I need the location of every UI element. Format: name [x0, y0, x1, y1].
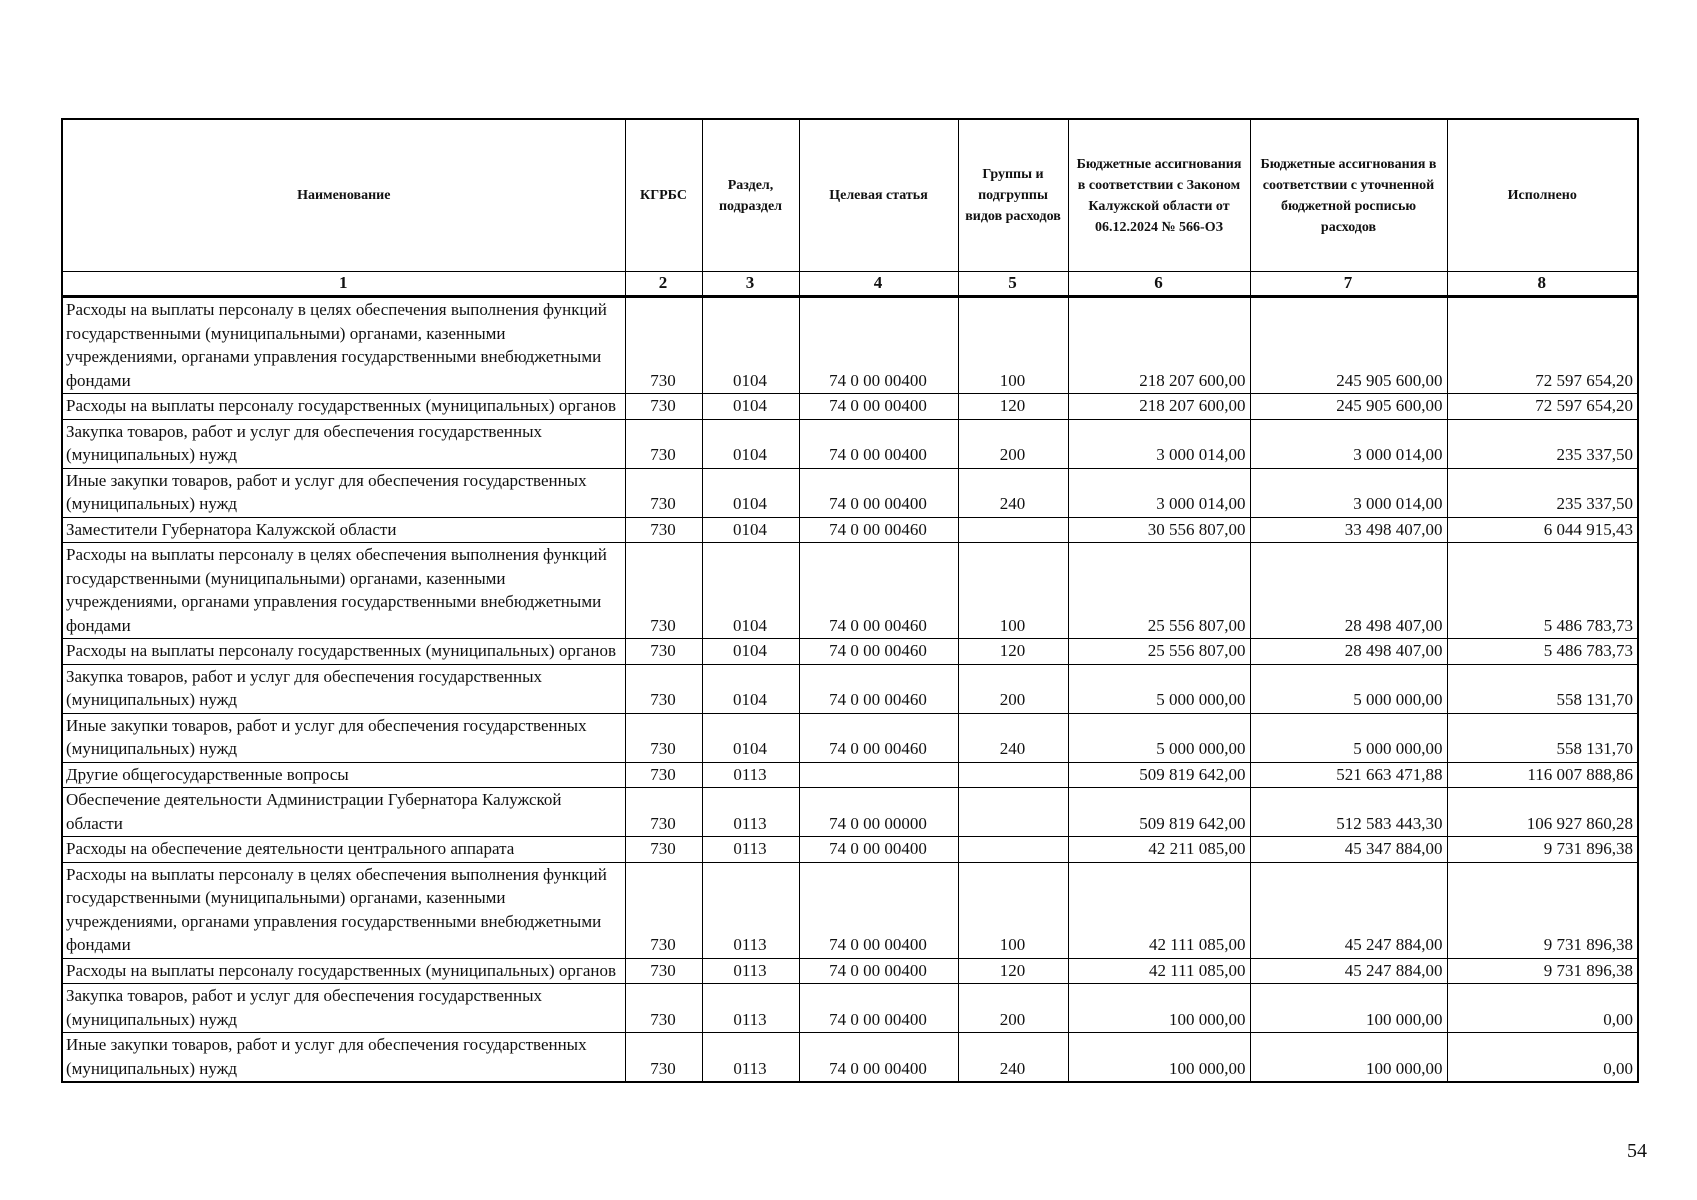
- cell-expense-group: 200: [958, 419, 1068, 468]
- cell-name: Другие общегосударственные вопросы: [62, 762, 625, 788]
- table-row: [62, 837, 1638, 863]
- cell-kgrbs: 730: [625, 297, 702, 394]
- table-row: [62, 958, 1638, 984]
- header-law-allocations: Бюджетные ассигнования в соответствии с Законом Калужской области от 06.12.2024 № 566-ОЗ: [1068, 119, 1250, 272]
- cell-expense-group: 240: [958, 713, 1068, 762]
- column-number: 5: [958, 272, 1068, 297]
- cell-name: Закупка товаров, работ и услуг для обеспечения государственных (муниципальных) нужд: [62, 664, 625, 713]
- table-row: [62, 419, 1638, 468]
- cell-name: Закупка товаров, работ и услуг для обеспечения государственных (муниципальных) нужд: [62, 984, 625, 1033]
- cell-section: 0104: [702, 543, 799, 639]
- cell-executed: 558 131,70: [1447, 664, 1638, 713]
- cell-expense-group: 120: [958, 639, 1068, 665]
- cell-executed: 116 007 888,86: [1447, 762, 1638, 788]
- cell-target-article: 74 0 00 00460: [799, 517, 958, 543]
- cell-kgrbs: 730: [625, 762, 702, 788]
- cell-section: 0113: [702, 984, 799, 1033]
- cell-refined-allocations: 100 000,00: [1250, 984, 1447, 1033]
- table-row: [62, 762, 1638, 788]
- cell-executed: 9 731 896,38: [1447, 837, 1638, 863]
- cell-executed: 5 486 783,73: [1447, 543, 1638, 639]
- cell-kgrbs: 730: [625, 1033, 702, 1083]
- cell-law-allocations: 218 207 600,00: [1068, 394, 1250, 420]
- cell-target-article: 74 0 00 00460: [799, 639, 958, 665]
- cell-target-article: 74 0 00 00400: [799, 862, 958, 958]
- cell-section: 0104: [702, 713, 799, 762]
- cell-name: Закупка товаров, работ и услуг для обеспечения государственных (муниципальных) нужд: [62, 419, 625, 468]
- cell-target-article: 74 0 00 00400: [799, 468, 958, 517]
- cell-target-article: [799, 762, 958, 788]
- cell-executed: 0,00: [1447, 984, 1638, 1033]
- cell-refined-allocations: 245 905 600,00: [1250, 297, 1447, 394]
- cell-expense-group: 120: [958, 958, 1068, 984]
- cell-kgrbs: 730: [625, 639, 702, 665]
- table-row: [62, 713, 1638, 762]
- cell-law-allocations: 100 000,00: [1068, 984, 1250, 1033]
- table-row: [62, 984, 1638, 1033]
- cell-name: Иные закупки товаров, работ и услуг для обеспечения государственных (муниципальных) нужд: [62, 468, 625, 517]
- cell-expense-group: 100: [958, 543, 1068, 639]
- header-row: [62, 119, 1638, 272]
- cell-executed: 72 597 654,20: [1447, 394, 1638, 420]
- cell-target-article: 74 0 00 00400: [799, 1033, 958, 1083]
- cell-section: 0113: [702, 837, 799, 863]
- cell-name: Иные закупки товаров, работ и услуг для обеспечения государственных (муниципальных) нужд: [62, 713, 625, 762]
- header-target-article: Целевая статья: [799, 119, 958, 272]
- cell-law-allocations: 100 000,00: [1068, 1033, 1250, 1083]
- cell-expense-group: [958, 837, 1068, 863]
- cell-refined-allocations: 45 247 884,00: [1250, 958, 1447, 984]
- table-row: [62, 788, 1638, 837]
- cell-expense-group: 100: [958, 297, 1068, 394]
- cell-executed: 558 131,70: [1447, 713, 1638, 762]
- cell-expense-group: 240: [958, 468, 1068, 517]
- header-kgrbs: КГРБС: [625, 119, 702, 272]
- table-row: [62, 543, 1638, 639]
- cell-target-article: 74 0 00 00400: [799, 394, 958, 420]
- cell-section: 0113: [702, 788, 799, 837]
- cell-target-article: 74 0 00 00460: [799, 664, 958, 713]
- column-number: 6: [1068, 272, 1250, 297]
- cell-expense-group: 240: [958, 1033, 1068, 1083]
- cell-law-allocations: 509 819 642,00: [1068, 762, 1250, 788]
- cell-name: Расходы на выплаты персоналу в целях обеспечения выполнения функций государственными (муниципальными) органами, казенными учреждениями, органами управления государственными внебюджетными фондами: [62, 543, 625, 639]
- cell-executed: 0,00: [1447, 1033, 1638, 1083]
- table-row: [62, 1033, 1638, 1083]
- cell-name: Расходы на выплаты персоналу в целях обеспечения выполнения функций государственными (муниципальными) органами, казенными учреждениями, органами управления государственными внебюджетными фондами: [62, 862, 625, 958]
- cell-refined-allocations: 100 000,00: [1250, 1033, 1447, 1083]
- cell-expense-group: 100: [958, 862, 1068, 958]
- cell-section: 0104: [702, 664, 799, 713]
- cell-refined-allocations: 28 498 407,00: [1250, 639, 1447, 665]
- cell-section: 0113: [702, 1033, 799, 1083]
- cell-name: Заместители Губернатора Калужской области: [62, 517, 625, 543]
- cell-refined-allocations: 5 000 000,00: [1250, 664, 1447, 713]
- cell-executed: 72 597 654,20: [1447, 297, 1638, 394]
- cell-law-allocations: 5 000 000,00: [1068, 713, 1250, 762]
- cell-expense-group: 200: [958, 984, 1068, 1033]
- cell-law-allocations: 25 556 807,00: [1068, 543, 1250, 639]
- cell-executed: 235 337,50: [1447, 468, 1638, 517]
- cell-section: 0104: [702, 419, 799, 468]
- cell-name: Расходы на обеспечение деятельности центрального аппарата: [62, 837, 625, 863]
- header-expense-group: Группы и подгруппы видов расходов: [958, 119, 1068, 272]
- cell-law-allocations: 25 556 807,00: [1068, 639, 1250, 665]
- cell-target-article: 74 0 00 00460: [799, 543, 958, 639]
- cell-kgrbs: 730: [625, 517, 702, 543]
- cell-section: 0104: [702, 394, 799, 420]
- cell-target-article: 74 0 00 00400: [799, 958, 958, 984]
- cell-kgrbs: 730: [625, 664, 702, 713]
- cell-name: Иные закупки товаров, работ и услуг для обеспечения государственных (муниципальных) нужд: [62, 1033, 625, 1083]
- column-number: 3: [702, 272, 799, 297]
- cell-refined-allocations: 3 000 014,00: [1250, 419, 1447, 468]
- cell-executed: 106 927 860,28: [1447, 788, 1638, 837]
- cell-section: 0104: [702, 639, 799, 665]
- cell-law-allocations: 218 207 600,00: [1068, 297, 1250, 394]
- cell-expense-group: [958, 762, 1068, 788]
- column-number: 4: [799, 272, 958, 297]
- cell-kgrbs: 730: [625, 713, 702, 762]
- column-number: 2: [625, 272, 702, 297]
- table-row: [62, 394, 1638, 420]
- table-row: [62, 468, 1638, 517]
- column-number: 1: [62, 272, 625, 297]
- cell-expense-group: 120: [958, 394, 1068, 420]
- cell-law-allocations: 42 111 085,00: [1068, 862, 1250, 958]
- cell-name: Расходы на выплаты персоналу в целях обеспечения выполнения функций государственными (муниципальными) органами, казенными учреждениями, органами управления государственными внебюджетными фондами: [62, 297, 625, 394]
- cell-executed: 5 486 783,73: [1447, 639, 1638, 665]
- page-number: 54: [1627, 1140, 1647, 1162]
- cell-target-article: 74 0 00 00400: [799, 984, 958, 1033]
- cell-kgrbs: 730: [625, 958, 702, 984]
- cell-executed: 235 337,50: [1447, 419, 1638, 468]
- table-row: [62, 862, 1638, 958]
- cell-refined-allocations: 521 663 471,88: [1250, 762, 1447, 788]
- header-executed: Исполнено: [1447, 119, 1638, 272]
- cell-section: 0104: [702, 517, 799, 543]
- cell-expense-group: [958, 788, 1068, 837]
- cell-kgrbs: 730: [625, 468, 702, 517]
- header-name: Наименование: [62, 119, 625, 272]
- cell-section: 0113: [702, 762, 799, 788]
- column-number: 7: [1250, 272, 1447, 297]
- cell-refined-allocations: 45 347 884,00: [1250, 837, 1447, 863]
- cell-name: Расходы на выплаты персоналу государственных (муниципальных) органов: [62, 394, 625, 420]
- cell-section: 0104: [702, 468, 799, 517]
- cell-law-allocations: 3 000 014,00: [1068, 419, 1250, 468]
- cell-target-article: 74 0 00 00400: [799, 419, 958, 468]
- cell-refined-allocations: 512 583 443,30: [1250, 788, 1447, 837]
- column-number: 8: [1447, 272, 1638, 297]
- table-row: [62, 664, 1638, 713]
- cell-law-allocations: 509 819 642,00: [1068, 788, 1250, 837]
- column-number-row: [62, 272, 1638, 297]
- cell-law-allocations: 42 111 085,00: [1068, 958, 1250, 984]
- cell-refined-allocations: 28 498 407,00: [1250, 543, 1447, 639]
- table-body: [62, 297, 1638, 1083]
- cell-refined-allocations: 245 905 600,00: [1250, 394, 1447, 420]
- table-row: [62, 517, 1638, 543]
- cell-law-allocations: 3 000 014,00: [1068, 468, 1250, 517]
- cell-target-article: 74 0 00 00400: [799, 837, 958, 863]
- cell-refined-allocations: 3 000 014,00: [1250, 468, 1447, 517]
- cell-section: 0104: [702, 297, 799, 394]
- table-row: [62, 639, 1638, 665]
- cell-name: Расходы на выплаты персоналу государственных (муниципальных) органов: [62, 639, 625, 665]
- table-row: [62, 297, 1638, 394]
- cell-kgrbs: 730: [625, 788, 702, 837]
- cell-executed: 9 731 896,38: [1447, 862, 1638, 958]
- cell-kgrbs: 730: [625, 394, 702, 420]
- cell-refined-allocations: 5 000 000,00: [1250, 713, 1447, 762]
- cell-law-allocations: 30 556 807,00: [1068, 517, 1250, 543]
- cell-target-article: 74 0 00 00400: [799, 297, 958, 394]
- header-refined-allocations: Бюджетные ассигнования в соответствии с уточненной бюджетной росписью расходов: [1250, 119, 1447, 272]
- cell-kgrbs: 730: [625, 419, 702, 468]
- budget-table: [61, 118, 1639, 1083]
- cell-name: Расходы на выплаты персоналу государственных (муниципальных) органов: [62, 958, 625, 984]
- cell-kgrbs: 730: [625, 837, 702, 863]
- cell-name: Обеспечение деятельности Администрации Губернатора Калужской области: [62, 788, 625, 837]
- cell-section: 0113: [702, 862, 799, 958]
- cell-executed: 6 044 915,43: [1447, 517, 1638, 543]
- cell-refined-allocations: 33 498 407,00: [1250, 517, 1447, 543]
- cell-section: 0113: [702, 958, 799, 984]
- cell-expense-group: 200: [958, 664, 1068, 713]
- cell-expense-group: [958, 517, 1068, 543]
- cell-refined-allocations: 45 247 884,00: [1250, 862, 1447, 958]
- cell-executed: 9 731 896,38: [1447, 958, 1638, 984]
- cell-kgrbs: 730: [625, 862, 702, 958]
- cell-kgrbs: 730: [625, 543, 702, 639]
- cell-target-article: 74 0 00 00460: [799, 713, 958, 762]
- cell-law-allocations: 42 211 085,00: [1068, 837, 1250, 863]
- header-section: Раздел, подраздел: [702, 119, 799, 272]
- cell-kgrbs: 730: [625, 984, 702, 1033]
- cell-law-allocations: 5 000 000,00: [1068, 664, 1250, 713]
- cell-target-article: 74 0 00 00000: [799, 788, 958, 837]
